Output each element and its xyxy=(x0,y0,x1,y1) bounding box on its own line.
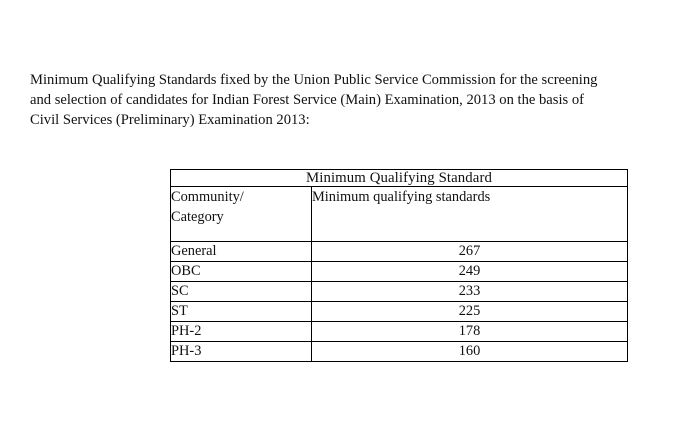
row-category: ST xyxy=(171,302,312,322)
row-standard xyxy=(312,302,628,322)
row-category: SC xyxy=(171,282,312,302)
intro-line-1: Minimum Qualifying Standards fixed by the Union Public Service Commission for the screening xyxy=(30,72,598,88)
qualifying-standards-table xyxy=(170,169,628,362)
intro-line-3: Civil Services (Preliminary) Examination 2013: xyxy=(30,112,310,128)
table-row xyxy=(171,342,628,362)
row-standard-value: 160 xyxy=(458,343,481,359)
column-header-standard: Minimum qualifying standards xyxy=(312,187,628,242)
row-standard-value: 249 xyxy=(458,263,481,279)
row-category: PH-3 xyxy=(171,342,312,362)
row-standard-value: 225 xyxy=(458,303,481,319)
table-row xyxy=(171,322,628,342)
row-standard xyxy=(312,262,628,282)
table-row xyxy=(171,262,628,282)
row-standard-value: 233 xyxy=(458,283,481,299)
column-header-category-line1: Community/ xyxy=(171,189,244,205)
row-standard xyxy=(312,242,628,262)
qualifying-standards-table-wrapper xyxy=(170,169,627,362)
row-category: OBC xyxy=(171,262,312,282)
table-row xyxy=(171,282,628,302)
row-standard xyxy=(312,342,628,362)
row-standard xyxy=(312,322,628,342)
intro-paragraph xyxy=(30,70,667,130)
row-standard-value: 267 xyxy=(458,243,481,259)
table-title: Minimum Qualifying Standard xyxy=(171,170,628,187)
table-row xyxy=(171,302,628,322)
row-standard xyxy=(312,282,628,302)
intro-line-2: and selection of candidates for Indian Forest Service (Main) Examination, 2013 on the basis of xyxy=(30,92,585,108)
row-category: General xyxy=(171,242,312,262)
table-row xyxy=(171,242,628,262)
row-category: PH-2 xyxy=(171,322,312,342)
column-header-category xyxy=(171,187,312,242)
table-title-row xyxy=(171,170,628,187)
table-header-row xyxy=(171,187,628,242)
column-header-category-line2: Category xyxy=(171,209,224,225)
row-standard-value: 178 xyxy=(458,323,481,339)
